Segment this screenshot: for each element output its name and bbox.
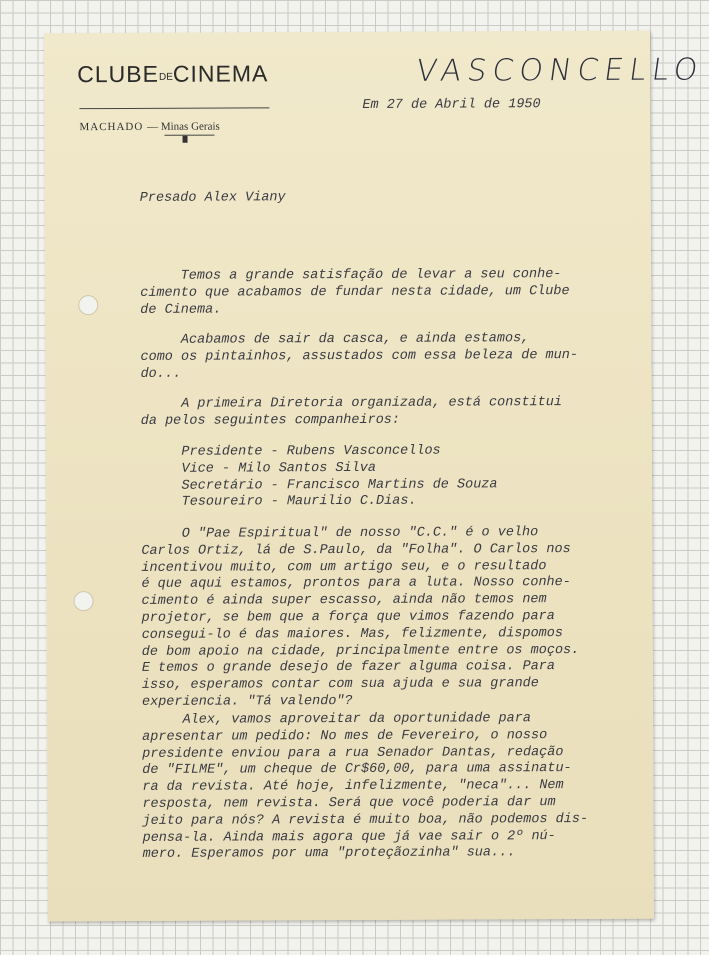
paragraph-board-intro: A primeira Diretoria organizada, está constitui da pelos seguintes companheiros: — [140, 395, 562, 429]
handwritten-annotation: VASCONCELLO — [413, 52, 706, 89]
ink-mark — [183, 136, 188, 143]
logo-word-de: DE — [158, 71, 173, 83]
paragraph-spiritual-father: O "Pae Espiritual" de nosso "C.C." é o velho Carlos Ortiz, lá de S.Paulo, da "Folha". O Carlos nos incentivou muito, com um artigo seu, e o resultado é que aqui estamos, prontos para a luta. Nosso conhe- cimento é ainda super escasso, ainda não temos nem projetor, se bem que a força que vimos fazendo para consegui-lo é das maiores. Mas, felizmente, dispomos de bom apoio na cidade, principalmente entre os moços. E temos o grande desejo de fazer alguma coisa. Para isso, esperamos contar com sua ajuda e sua grande experiencia. "Tá valendo"? — [141, 525, 580, 710]
club-logo — [77, 62, 268, 86]
paragraph-hatchlings: Acabamos de sair da casca, e ainda estamos, como os pintainhos, assustados com essa beleza de mun- do... — [140, 331, 578, 382]
punch-hole-top — [78, 295, 98, 315]
location-underline — [165, 135, 215, 136]
logo-word-cinema: CINEMA — [172, 60, 269, 87]
logo-word-clube: CLUBE — [77, 60, 160, 88]
letterhead-city: MACHADO — [79, 120, 144, 134]
letter-date: Em 27 de Abril de 1950 — [362, 97, 541, 113]
punch-hole-bottom — [74, 591, 94, 611]
letter-paper — [44, 31, 706, 922]
paragraph-intro: Temos a grande satisfação de levar a seu conhe- cimento que acabamos de fundar nesta cidade, um Clube de Cinema. — [140, 267, 570, 318]
paragraph-request: Alex, vamos aproveitar da oportunidade para apresentar um pedido: No mes de Fevereiro, o nosso presidente enviou para a rua Senador Dantas, redação de "FILME", um cheque de Cr$60,00, para uma assinatu- ra da revista. Até hoje, infelizmente, "neca"... Nem resposta, nem revista. Será que você poderia dar um jeito para nós? A revista é muito boa, não podemos dis- pensa-la. Ainda mais agora que já vae sair o 2º nú- mero. Esperamos por uma "proteçãozinha" sua... — [142, 711, 589, 863]
letterhead-location — [79, 121, 219, 134]
board-members-list: Presidente - Rubens Vasconcellos Vice - Milo Santos Silva Secretário - Francisco Martins de Souza Tesoureiro - Maurilio C.Dias. — [140, 443, 498, 511]
letterhead-state: — Minas Gerais — [147, 120, 220, 133]
logo-underline — [79, 107, 269, 109]
letter-greeting: Presado Alex Viany — [139, 190, 286, 206]
